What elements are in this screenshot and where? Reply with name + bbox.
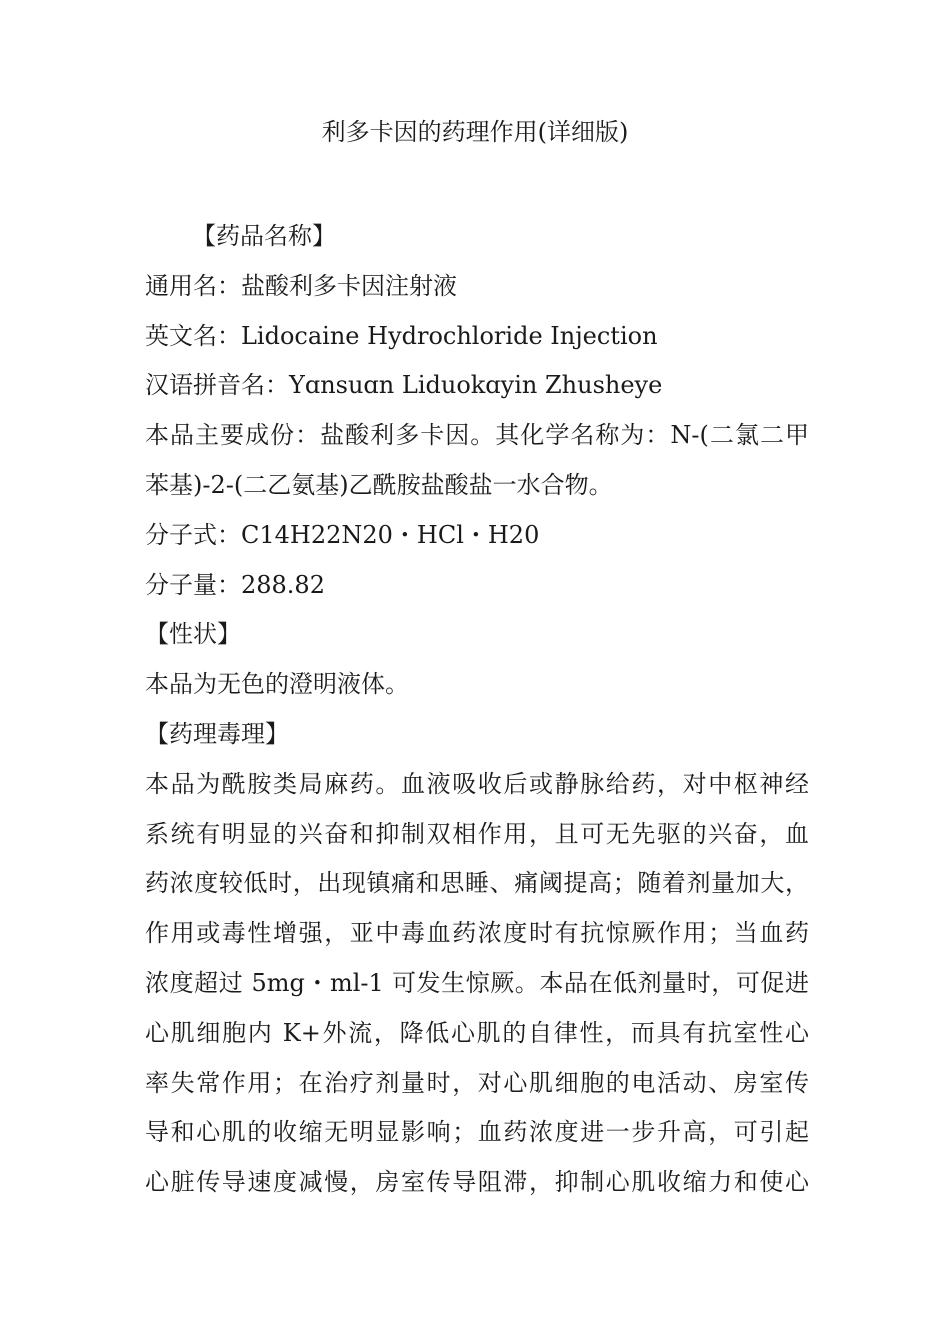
document-body (145, 212, 809, 1208)
section-heading-drug-name: 【药品名称】 (192, 222, 336, 250)
text-line: 苯基)-2-(二乙氨基)乙酰胺盐酸盐一水合物。 (145, 470, 613, 499)
document-title: 利多卡因的药理作用(详细版) (321, 118, 629, 146)
text-line: 本品为无色的澄明液体。 (145, 670, 409, 699)
text-line: 导和心肌的收缩无明显影响；血药浓度进一步升高，可引起 (145, 1118, 809, 1147)
text-line: 率失常作用；在治疗剂量时，对心肌细胞的电活动、房室传 (145, 1068, 809, 1097)
text-line: 英文名：Lidocaine Hydrochloride Injection (145, 321, 658, 350)
text-line: 心肌细胞内 K+外流，降低心肌的自律性，而具有抗室性心 (145, 1018, 809, 1047)
text-line: 作用或毒性增强，亚中毒血药浓度时有抗惊厥作用；当血药 (145, 919, 809, 948)
text-line: 本品为酰胺类局麻药。血液吸收后或静脉给药，对中枢神经 (145, 769, 809, 798)
text-line: 分子量：288.82 (145, 570, 325, 599)
text-line: 浓度超过 5mg・ml-1 可发生惊厥。本品在低剂量时，可促进 (145, 968, 809, 997)
text-line: 心脏传导速度减慢，房室传导阻滞，抑制心肌收缩力和使心 (145, 1168, 809, 1197)
section-heading-pharmacology: 【药理毒理】 (145, 719, 289, 748)
section-heading-appearance: 【性状】 (145, 620, 241, 649)
text-line: 分子式：C14H22N20・HCl・H20 (145, 520, 540, 549)
text-line: 通用名：盐酸利多卡因注射液 (145, 271, 457, 300)
text-line: 药浓度较低时，出现镇痛和思睡、痛阈提高；随着剂量加大， (145, 869, 809, 898)
text-line: 汉语拼音名：Yɑnsuɑn Liduokɑyin Zhusheye (145, 371, 663, 400)
text-line: 本品主要成份：盐酸利多卡因。其化学名称为：N-(二氯二甲 (145, 421, 809, 450)
text-line: 系统有明显的兴奋和抑制双相作用，且可无先驱的兴奋，血 (145, 819, 809, 848)
